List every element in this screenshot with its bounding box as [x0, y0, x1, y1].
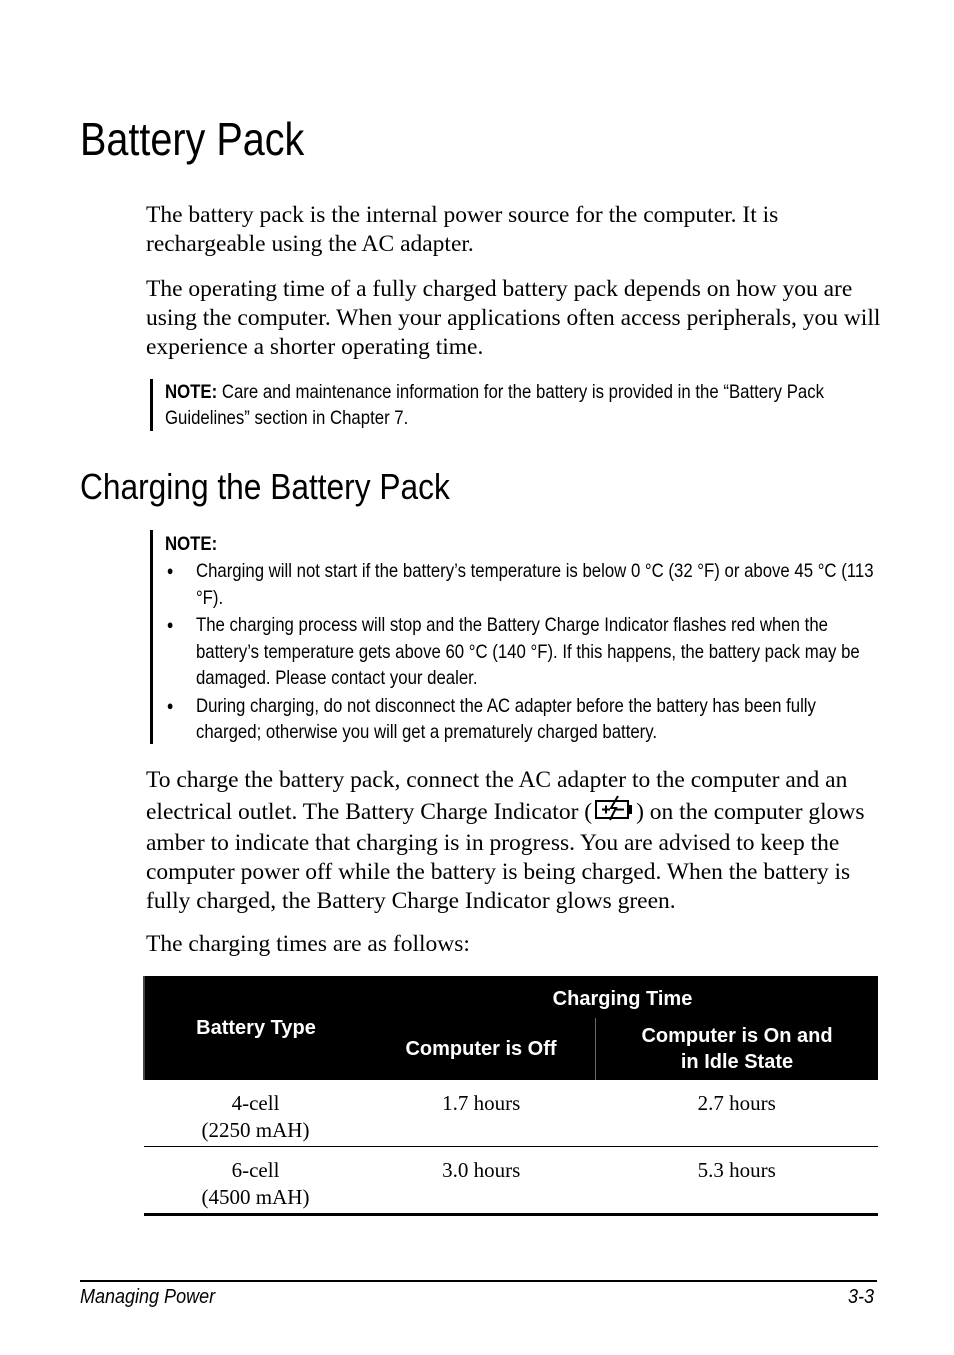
intro-paragraph-2: The operating time of a fully charged battery pack depends on how you are using the computer. When your applications often access peripherals, you will experience a shorter operating time. [146, 276, 881, 360]
charging-paragraph [146, 766, 882, 916]
footer-section-title: Managing Power [80, 1286, 216, 1308]
charging-text-end: ) on the computer glows amber to indicate that charging is in progress. You are advised to keep the computer power off while the battery is being charged. When the battery is fully charged, the Battery Charge Indicator glows green. [146, 799, 865, 914]
table-row [144, 1080, 878, 1147]
battery-type: 6-cell [231, 1158, 280, 1182]
footer-page-number: 3-3 [848, 1286, 875, 1308]
page-title: Battery Pack [80, 113, 305, 165]
bullet-icon: ● [166, 617, 174, 632]
header-charging-time: Charging Time [367, 976, 878, 1018]
time-off-cell: 1.7 hours [367, 1080, 596, 1147]
list-item [165, 558, 879, 611]
note-care-maintenance [150, 379, 954, 431]
battery-capacity: (4500 mAH) [201, 1185, 310, 1209]
bullet-text: During charging, do not disconnect the AC adapter before the battery has been fully charged; otherwise you will get a prematurely charged battery. [195, 694, 816, 743]
note-bullet-list [165, 558, 879, 746]
note-label: NOTE: [165, 533, 218, 555]
battery-type-cell [144, 1147, 367, 1215]
list-item [165, 612, 879, 692]
header-computer-on-line1: Computer is On and [641, 1025, 833, 1047]
list-item [165, 693, 879, 746]
note-label: NOTE: [165, 381, 218, 403]
bullet-icon: ● [166, 563, 174, 578]
note-charging [150, 530, 954, 744]
battery-type: 4-cell [231, 1091, 280, 1115]
header-computer-off: Computer is Off [367, 1018, 596, 1080]
header-computer-on [596, 1018, 879, 1080]
header-battery-type: Battery Type [144, 976, 367, 1080]
note-charging-body [165, 530, 879, 746]
time-on-cell: 5.3 hours [596, 1147, 879, 1215]
note-text: Care and maintenance information for the battery is provided in the “Battery Pack Guidelines” section in Chapter 7. [165, 381, 825, 429]
bullet-text: The charging process will stop and the Battery Charge Indicator flashes red when the battery’s temperature gets above 60 °C (140 °F). If this happens, the battery pack may be damaged. Please contact your dealer. [195, 614, 860, 689]
battery-type-cell [144, 1080, 367, 1147]
intro-paragraph-1: The battery pack is the internal power source for the computer. It is rechargeable using the AC adapter. [146, 202, 779, 257]
header-computer-on-line2: in Idle State [680, 1051, 794, 1073]
charging-times-table [143, 976, 878, 1216]
battery-capacity: (2250 mAH) [201, 1118, 310, 1142]
footer-divider [80, 1280, 877, 1282]
time-off-cell: 3.0 hours [367, 1147, 596, 1215]
charging-text-start: To charge the battery pack, connect the AC adapter to the computer and an electrical outlet. The Battery Charge Indicator ( [146, 767, 848, 825]
battery-charge-icon [594, 795, 634, 829]
table-row [144, 1147, 878, 1215]
bullet-icon: ● [166, 697, 174, 713]
section-heading: Charging the Battery Pack [80, 466, 450, 507]
bullet-text: Charging will not start if the battery’s temperature is below 0 °C (32 °F) or above 45 °C (113 °F). [195, 560, 874, 609]
charging-times-intro: The charging times are as follows: [146, 931, 470, 957]
time-on-cell: 2.7 hours [596, 1080, 879, 1147]
